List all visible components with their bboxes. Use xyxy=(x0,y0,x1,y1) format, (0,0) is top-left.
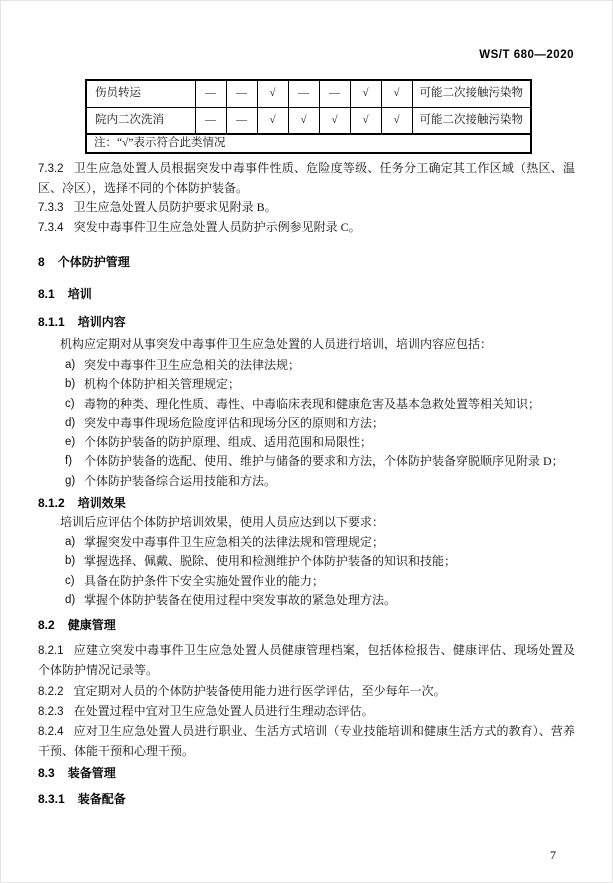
clause-7-3-2 xyxy=(38,159,575,198)
clause-7-3-3 xyxy=(38,198,575,218)
list-item xyxy=(38,452,575,471)
ppe-task-table xyxy=(85,79,532,154)
table-cell: — xyxy=(195,80,226,107)
table-cell: √ xyxy=(381,80,412,107)
row-note: 可能二次接触污染物 xyxy=(412,80,531,107)
table-cell: — xyxy=(195,107,226,134)
list-text: 个体防护装备的防护原理、组成、适用范围和局限性； xyxy=(84,435,373,450)
heading-title: 个体防护管理 xyxy=(57,255,130,269)
heading-number: 8.1.2 xyxy=(38,496,65,511)
clause-number: 8.2.3 xyxy=(38,706,64,719)
clause-text: 卫生应急处置人员根据突发中毒事件性质、危险度等级、任务分工确定其工作区域（热区、温区、冷区），选择不同的个体防护装备。 xyxy=(38,161,575,195)
clause-text: 卫生应急处置人员防护要求见附录 B。 xyxy=(73,200,277,214)
clause-number: 7.3.4 xyxy=(38,222,64,234)
heading-8-1 xyxy=(38,284,575,304)
table-cell: √ xyxy=(257,80,288,107)
table-cell: √ xyxy=(288,107,319,134)
list-item xyxy=(38,356,575,375)
list-text: 突发中毒事件卫生应急相关的法律法规； xyxy=(84,358,301,372)
row-label: 伤员转运 xyxy=(86,80,195,107)
heading-title: 健康管理 xyxy=(67,618,116,633)
table-cell: — xyxy=(226,80,257,107)
list-marker: a) xyxy=(65,536,76,549)
list-marker: b) xyxy=(65,378,76,391)
table-cell: — xyxy=(319,80,350,107)
clause-8-2-3 xyxy=(38,702,575,722)
clause-8-2-2 xyxy=(38,682,575,702)
list-text: 掌握个体防护装备在使用过程中突发事故的紧急处理方法。 xyxy=(84,592,397,607)
list-item xyxy=(38,591,575,610)
heading-8-1-1 xyxy=(38,312,575,332)
list-text: 毒物的种类、理化性质、毒性、中毒临床表现和健康危害及基本急救处置等相关知识； xyxy=(84,396,541,411)
paragraph-8-1-1-intro: 机构应定期对从事突发中毒事件卫生应急处置的人员进行培训，培训内容应包括： xyxy=(60,337,493,351)
clause-8-2-1 xyxy=(38,641,575,680)
clause-number: 8.2.4 xyxy=(38,726,64,739)
clause-text: 在处置过程中宜对卫生应急处置人员进行生理动态评估。 xyxy=(73,704,374,719)
heading-number: 8.1.1 xyxy=(38,315,65,329)
clause-number: 7.3.3 xyxy=(38,202,64,214)
table-cell: √ xyxy=(257,107,288,134)
table-row-hospital-decontamination xyxy=(86,107,531,134)
list-marker: d) xyxy=(65,593,76,606)
list-text: 个体防护装备综合运用技能和方法。 xyxy=(84,473,277,488)
list-item xyxy=(38,533,575,552)
heading-number: 8 xyxy=(38,255,45,269)
standard-number-header: WS/T 680—2020 xyxy=(479,49,574,61)
clause-number: 8.2.2 xyxy=(38,686,64,699)
table-cell: √ xyxy=(350,80,381,107)
heading-8-3-1 xyxy=(38,789,575,809)
list-text: 掌握选择、佩戴、脱除、使用和检测维护个体防护装备的知识和技能； xyxy=(84,554,457,569)
heading-number: 8.1 xyxy=(38,287,55,301)
table-row-casualty-transfer xyxy=(86,80,531,107)
clause-text: 应对卫生应急处置人员进行职业、生活方式培训（专业技能培训和健康生活方式的教育）、营养干预、体能干预和心理干预。 xyxy=(38,724,575,759)
heading-8-3 xyxy=(38,763,575,783)
heading-title: 装备配备 xyxy=(77,792,126,807)
clause-7-3-4 xyxy=(38,218,575,238)
list-text: 具备在防护条件下安全实施处置作业的能力； xyxy=(84,573,325,588)
clause-number: 7.3.2 xyxy=(38,163,64,175)
heading-8-1-2 xyxy=(38,493,575,513)
table-cell: √ xyxy=(319,107,350,134)
list-item xyxy=(38,395,575,414)
heading-title: 培训内容 xyxy=(77,315,126,329)
paragraph-8-1-2-intro: 培训后应评估个体防护培训效果，使用人员应达到以下要求： xyxy=(60,515,385,530)
list-text: 机构个体防护相关管理规定； xyxy=(84,377,241,392)
heading-number: 8.3.1 xyxy=(38,792,65,807)
list-marker: f) xyxy=(65,455,73,468)
list-item xyxy=(38,375,575,394)
heading-title: 培训 xyxy=(67,287,92,301)
document-body xyxy=(38,79,575,809)
list-marker: d) xyxy=(65,416,76,429)
table-cell: √ xyxy=(350,107,381,134)
list-marker: a) xyxy=(65,359,76,371)
list-marker: c) xyxy=(65,397,75,410)
row-note: 可能二次接触污染物 xyxy=(412,107,531,134)
heading-title: 培训效果 xyxy=(77,496,126,511)
row-label: 院内二次洗消 xyxy=(86,107,195,134)
list-text: 个体防护装备的选配、使用、维护与储备的要求和方法，个体防护装备穿脱顺序见附录 D； xyxy=(84,454,564,469)
heading-number: 8.3 xyxy=(38,766,55,781)
heading-8 xyxy=(38,252,575,272)
list-item xyxy=(38,414,575,433)
heading-number: 8.2 xyxy=(38,618,55,633)
clause-text: 应建立突发中毒事件卫生应急处置人员健康管理档案，包括体检报告、健康评估、现场处置及个体防护情况记录等。 xyxy=(38,643,575,678)
table-cell: — xyxy=(288,80,319,107)
list-marker: c) xyxy=(65,574,75,587)
list-8-1-2 xyxy=(38,533,575,610)
clause-text: 突发中毒事件卫生应急处置人员防护示例参见附录 C。 xyxy=(73,220,361,234)
page-number: 7 xyxy=(550,848,556,862)
clause-number: 8.2.1 xyxy=(38,645,64,658)
table-cell: — xyxy=(226,107,257,134)
list-item xyxy=(38,433,575,452)
clause-text: 宜定期对人员的个体防护装备使用能力进行医学评估，至少每年一次。 xyxy=(73,684,446,699)
list-marker: g) xyxy=(65,474,76,487)
list-text: 掌握突发中毒事件卫生应急相关的法律法规和管理规定； xyxy=(84,535,385,550)
table-footnote: 注：“√”表示符合此类情况 xyxy=(86,134,531,153)
table-footnote-row xyxy=(86,134,531,153)
list-8-1-1 xyxy=(38,356,575,491)
table-cell: √ xyxy=(381,107,412,134)
list-text: 突发中毒事件现场危险度评估和现场分区的原则和方法； xyxy=(84,415,385,430)
continuation-table-wrapper xyxy=(85,79,575,154)
list-marker: b) xyxy=(65,555,76,568)
list-marker: e) xyxy=(65,436,76,449)
clause-8-2-4 xyxy=(38,722,575,761)
list-item xyxy=(38,572,575,591)
heading-8-2 xyxy=(38,615,575,635)
list-item xyxy=(38,472,575,491)
list-item xyxy=(38,552,575,571)
heading-title: 装备管理 xyxy=(67,766,116,781)
